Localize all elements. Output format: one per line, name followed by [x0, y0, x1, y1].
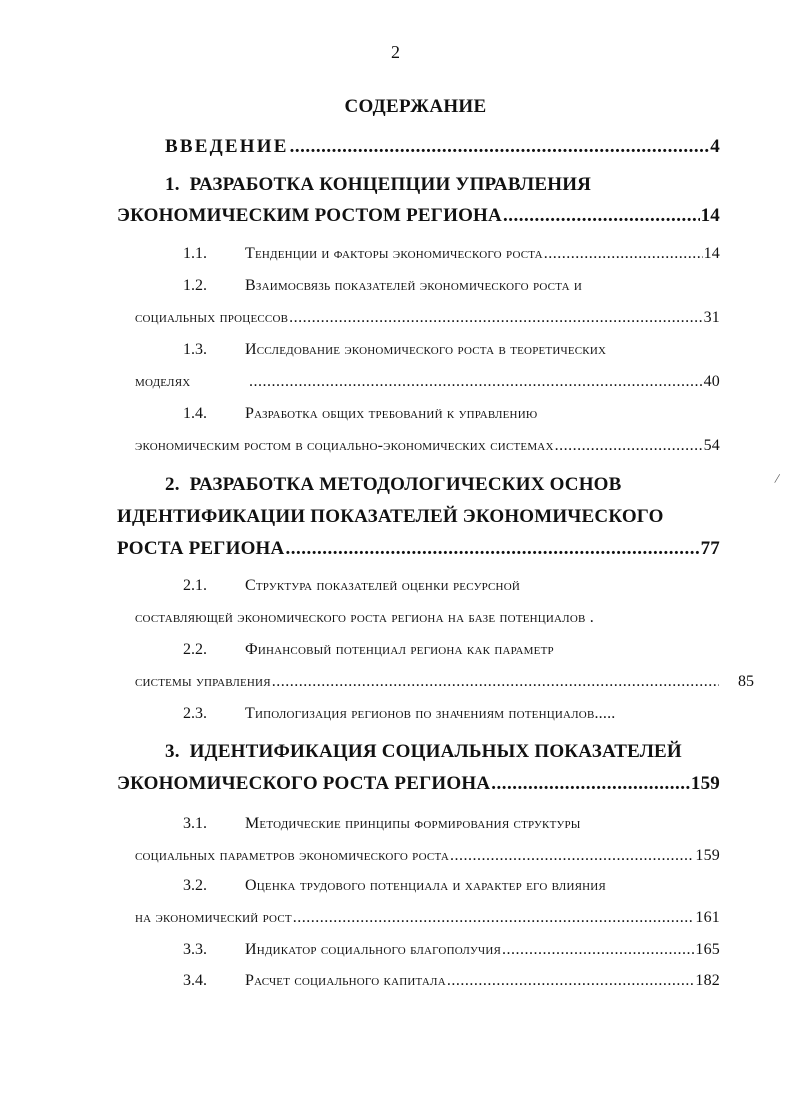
section-page: 54	[703, 437, 720, 454]
toc-chapter-1-line2[interactable]	[117, 205, 720, 227]
toc-section-3-3[interactable]	[0, 941, 791, 965]
chapter-title-line2: ЭКОНОМИЧЕСКОГО РОСТА РЕГИОНА	[117, 773, 491, 794]
chapter-number: 3.	[165, 741, 180, 762]
section-title-line2: социальных процессов	[135, 309, 289, 326]
page-number: 2	[391, 42, 400, 62]
section-page: 85	[738, 673, 754, 690]
section-number: 1.1.	[183, 245, 207, 262]
toc-section-1-3[interactable]	[0, 341, 791, 401]
toc-section-1-1[interactable]	[0, 245, 791, 269]
section-number: 1.4.	[183, 405, 207, 422]
section-page: 161	[695, 909, 720, 926]
toc-intro-label: ВВЕДЕНИЕ	[165, 136, 289, 157]
section-title: Индикатор социального благополучия	[245, 941, 501, 958]
section-number: 3.3.	[183, 941, 207, 958]
toc-chapter-3[interactable]	[165, 741, 682, 763]
section-number: 3.4.	[183, 972, 207, 989]
leader-dots	[502, 941, 694, 959]
section-title-line1: Оценка трудового потенциала и характер его влияния	[245, 877, 606, 894]
section-page: 31	[703, 309, 720, 326]
section-title-line1: Разработка общих требований к управлению	[245, 405, 538, 422]
leader-dots	[290, 136, 710, 158]
section-page: 182	[695, 972, 720, 989]
toc-chapter-2-line3[interactable]	[117, 538, 720, 560]
section-title-line2: на экономический рост	[135, 909, 292, 926]
section-title-line2: экономическим ростом в социально-экономических системах	[135, 437, 554, 454]
toc-section-2-1[interactable]	[0, 577, 791, 637]
chapter-title-line2: ЭКОНОМИЧЕСКИМ РОСТОМ РЕГИОНА	[117, 205, 502, 226]
section-title-line1: Взаимосвязь показателей экономического роста и	[245, 277, 583, 294]
leader-dots	[285, 538, 699, 560]
section-number: 2.2.	[183, 641, 207, 658]
toc-intro-page: 4	[710, 136, 720, 157]
section-title-line2: моделях	[135, 373, 191, 390]
section-title-line1: Структура показателей оценки ресурсной	[245, 577, 520, 594]
chapter-title-line1: ИДЕНТИФИКАЦИЯ СОЦИАЛЬНЫХ ПОКАЗАТЕЛЕЙ	[189, 741, 682, 762]
toc-section-3-2[interactable]	[0, 877, 791, 937]
chapter-title-line3: РОСТА РЕГИОНА	[117, 538, 285, 559]
section-number: 1.3.	[183, 341, 207, 358]
leader-dots	[249, 373, 703, 391]
section-title-line1: Методические принципы формирования структуры	[245, 815, 581, 832]
toc-section-1-2[interactable]	[0, 277, 791, 337]
toc-chapter-3-line2[interactable]	[117, 773, 720, 795]
section-title-line1: Исследование экономического роста в теоретических	[245, 341, 607, 358]
toc-section-1-4[interactable]	[0, 405, 791, 465]
page-title: СОДЕРЖАНИЕ	[344, 96, 487, 117]
chapter-title-line1: РАЗРАБОТКА КОНЦЕПЦИИ УПРАВЛЕНИЯ	[189, 174, 592, 195]
section-title-line2: составляющей экономического роста региона на базе потенциалов .	[135, 609, 594, 626]
chapter-page: 14	[700, 205, 720, 226]
section-number: 3.2.	[183, 877, 207, 894]
section-number: 2.1.	[183, 577, 207, 594]
section-page: 165	[695, 941, 720, 958]
section-title-line1: Финансовый потенциал региона как параметр	[245, 641, 554, 658]
toc-section-3-4[interactable]	[0, 972, 791, 996]
section-title: Тенденции и факторы экономического роста	[245, 245, 543, 262]
section-page: 159	[695, 847, 720, 864]
leader-dots	[555, 437, 703, 455]
section-page: 40	[703, 373, 720, 390]
leader-dots	[450, 847, 694, 865]
chapter-title-line1: РАЗРАБОТКА МЕТОДОЛОГИЧЕСКИХ ОСНОВ	[189, 474, 622, 495]
section-page: 14	[703, 245, 720, 262]
leader-dots	[447, 972, 695, 990]
toc-section-2-2[interactable]	[0, 641, 791, 701]
toc-chapter-2[interactable]	[165, 474, 622, 496]
toc-chapter-2-line2[interactable]: ИДЕНТИФИКАЦИИ ПОКАЗАТЕЛЕЙ ЭКОНОМИЧЕСКОГО	[117, 506, 664, 527]
toc-section-2-3[interactable]	[0, 705, 791, 729]
leader-dots	[503, 205, 700, 227]
leader-dots	[293, 909, 695, 927]
chapter-number: 1.	[165, 174, 180, 195]
section-number: 3.1.	[183, 815, 207, 832]
chapter-page: 77	[700, 538, 720, 559]
section-title: Типологизация регионов по значениям потенциалов.....	[245, 705, 616, 722]
section-number: 2.3.	[183, 705, 207, 722]
margin-mark: /	[773, 471, 781, 488]
leader-dots	[544, 245, 703, 263]
leader-dots	[289, 309, 702, 327]
toc-chapter-1[interactable]	[165, 174, 591, 196]
leader-dots	[491, 773, 690, 795]
section-title-line2: системы управления	[135, 673, 271, 690]
section-title: Расчет социального капитала	[245, 972, 446, 989]
section-number: 1.2.	[183, 277, 207, 294]
toc-section-3-1[interactable]	[0, 815, 791, 875]
section-title-line2: социальных параметров экономического роста	[135, 847, 449, 864]
chapter-number: 2.	[165, 474, 180, 495]
leader-dots	[272, 673, 719, 691]
toc-intro[interactable]	[165, 136, 720, 158]
chapter-page: 159	[690, 773, 720, 794]
